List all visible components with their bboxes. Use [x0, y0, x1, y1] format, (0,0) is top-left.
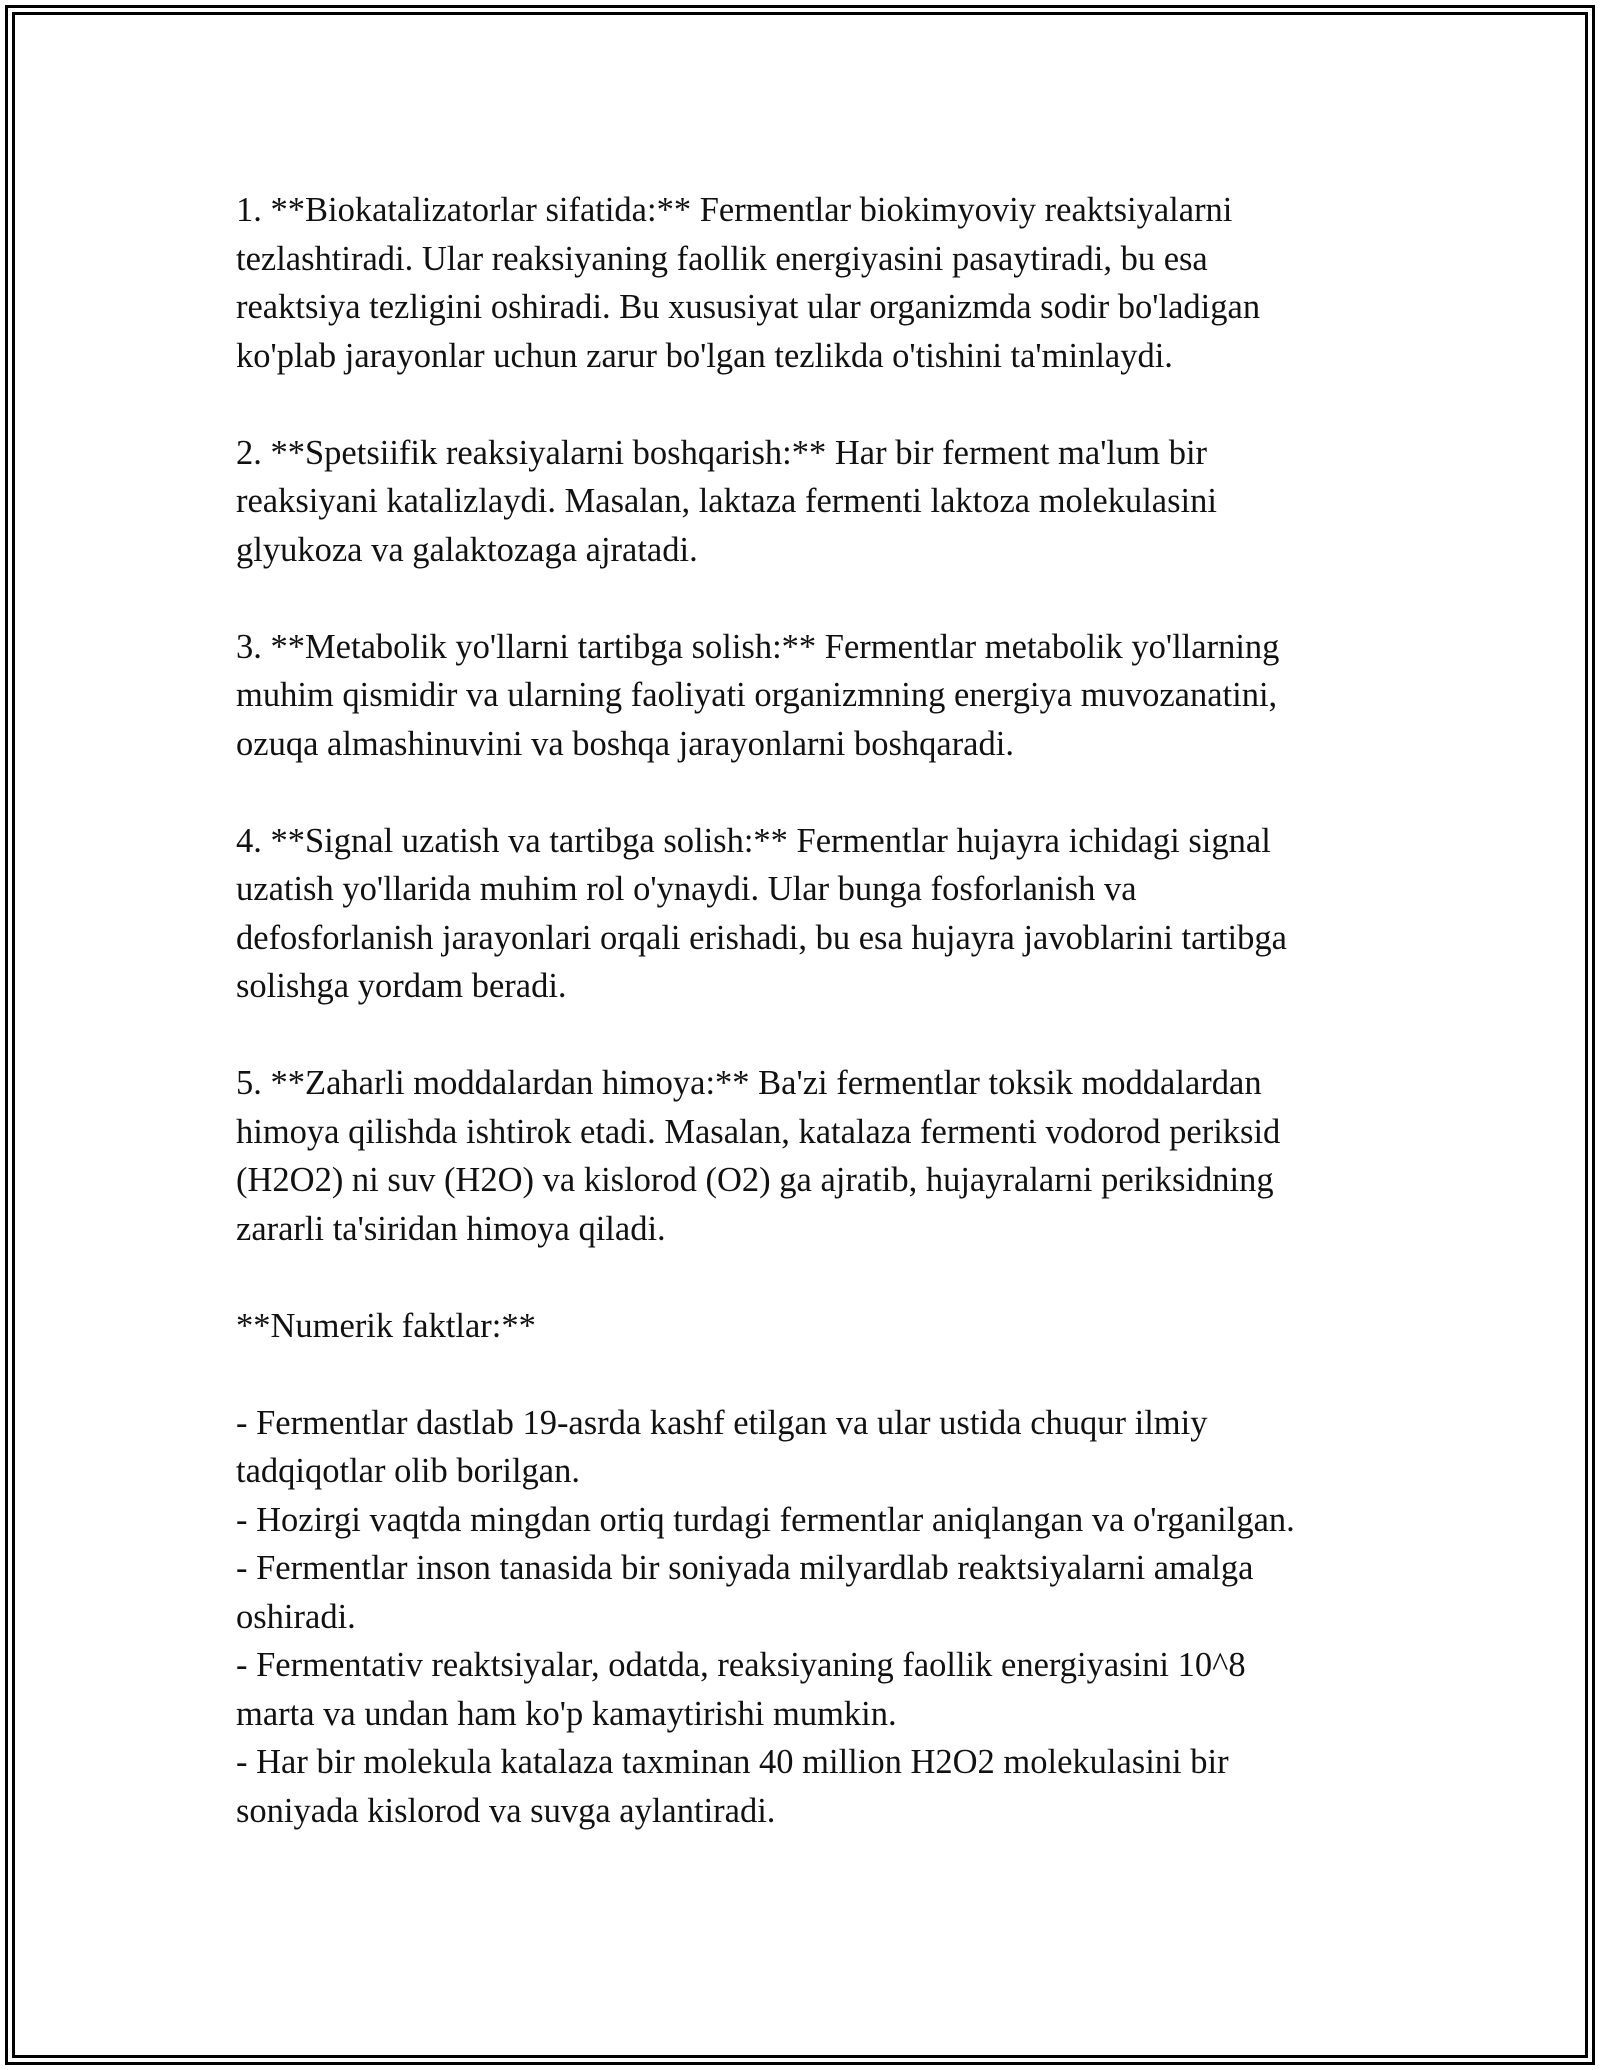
paragraph-metabolic-pathways: [236, 623, 1376, 769]
paragraph-signal-transduction: [236, 817, 1376, 1011]
text-line: defosforlanish jarayonlari orqali erishadi, bu esa hujayra javoblarini tartibga: [236, 918, 1287, 957]
text-line: ko'plab jarayonlar uchun zarur bo'lgan tezlikda o'tishini ta'minlaydi.: [236, 336, 1173, 375]
list-item-line: - Fermentativ reaktsiyalar, odatda, reaksiyaning faollik energiyasini 10^8: [236, 1646, 1246, 1684]
text-line: muhim qismidir va ularning faoliyati organizmning energiya muvozanatini,: [236, 676, 1278, 714]
text-line: himoya qilishda ishtirok etadi. Masalan, katalaza fermenti vodorod periksid: [236, 1112, 1281, 1151]
list-item-line: - Fermentlar dastlab 19-asrda kashf etilgan va ular ustida chuqur ilmiy: [236, 1403, 1208, 1442]
paragraph-toxin-protection: [236, 1059, 1376, 1253]
list-item-line: soniyada kislorod va suvga aylantiradi.: [236, 1791, 776, 1830]
text-line: 1. **Biokatalizatorlar sifatida:** Fermentlar biokimyoviy reaktsiyalarni: [236, 191, 1233, 229]
text-line: tezlashtiradi. Ular reaksiyaning faollik energiyasini pasaytiradi, bu esa: [236, 239, 1208, 278]
list-item-line: - Har bir molekula katalaza taxminan 40 million H2O2 molekulasini bir: [236, 1743, 1229, 1781]
list-item-line: tadqiqotlar olib borilgan.: [236, 1452, 580, 1490]
text-line: reaktsiya tezligini oshiradi. Bu xususiyat ular organizmda sodir bo'ladigan: [236, 288, 1261, 326]
text-line: 2. **Spetsiifik reaksiyalarni boshqarish:** Har bir ferment ma'lum bir: [236, 433, 1208, 472]
text-line: 5. **Zaharli moddalardan himoya:** Ba'zi fermentlar toksik moddalardan: [236, 1064, 1262, 1102]
text-line: glyukoza va galaktozaga ajratadi.: [236, 530, 698, 569]
text-line: uzatish yo'llarida muhim rol o'ynaydi. Ular bunga fosforlanish va: [236, 870, 1137, 908]
text-line: ozuqa almashinuvini va boshqa jarayonlarni boshqaradi.: [236, 724, 1014, 763]
numeric-facts-list: [236, 1399, 1376, 1836]
text-line: reaksiyani katalizlaydi. Masalan, laktaza fermenti laktoza molekulasini: [236, 482, 1217, 520]
document-body: [236, 186, 1376, 1835]
text-line: zararli ta'siridan himoya qiladi.: [236, 1209, 666, 1248]
heading-line: **Numerik faktlar:**: [236, 1306, 536, 1345]
list-item-line: oshiradi.: [236, 1597, 356, 1636]
section-heading-numeric-facts: [236, 1302, 1376, 1351]
text-line: 3. **Metabolik yo'llarni tartibga solish:** Fermentlar metabolik yo'llarning: [236, 627, 1280, 666]
list-item-line: marta va undan ham ko'p kamaytirishi mumkin.: [236, 1694, 897, 1733]
text-line: 4. **Signal uzatish va tartibga solish:** Fermentlar hujayra ichidagi signal: [236, 821, 1271, 860]
text-line: (H2O2) ni suv (H2O) va kislorod (O2) ga ajratib, hujayralarni periksidning: [236, 1161, 1274, 1199]
text-line: solishga yordam beradi.: [236, 967, 567, 1005]
list-item-line: - Fermentlar inson tanasida bir soniyada milyardlab reaktsiyalarni amalga: [236, 1549, 1254, 1587]
list-item-line: - Hozirgi vaqtda mingdan ortiq turdagi fermentlar aniqlangan va o'rganilgan.: [236, 1500, 1295, 1539]
paragraph-biocatalysts: [236, 186, 1376, 380]
paragraph-specific-reactions: [236, 429, 1376, 575]
